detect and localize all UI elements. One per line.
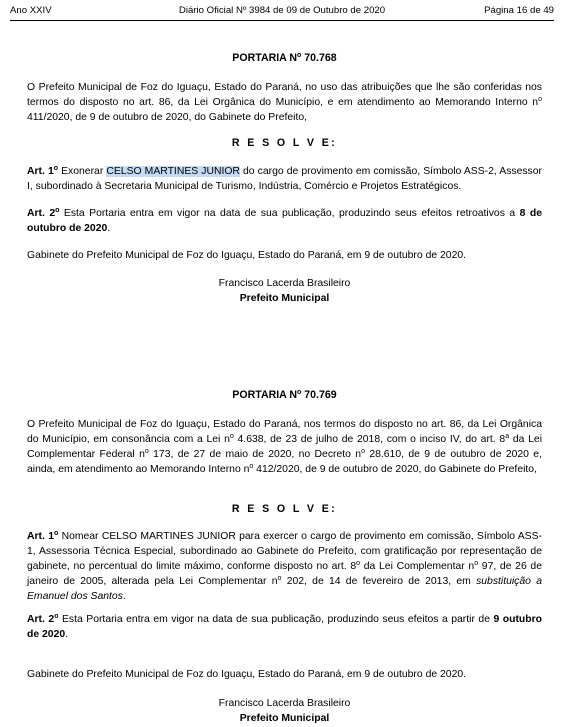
portaria-70768-art1: Art. 1$^o$ Exonerar CELSO MARTINES JUNIOR do cargo de provimento em comissão, Símbolo ASS-2, Assessor I, subordinado à Secretaria Municipal de Turismo, Indústria, Comércio e Projetos Estratégicos.: [27, 165, 542, 192]
portaria-70769-resolve: R E S O L V E:: [231, 503, 338, 515]
header-divider: [10, 20, 554, 21]
portaria-70769-title: PORTARIA $N^o$ 70.769: [232, 389, 337, 401]
portaria-70768-title: PORTARIA $N^o$ 70.768: [232, 52, 337, 64]
signer-role: Prefeito Municipal: [239, 713, 330, 724]
edition-year: Ano XXIV: [10, 5, 52, 16]
signer-role: Prefeito Municipal: [239, 293, 330, 304]
page-number: Página 16 de 49: [484, 5, 554, 16]
portaria-70768-art2: Art. 2$^o$ Esta Portaria entra em vigor na data de sua publicação, produzindo seus efeitos retroativos a 8 de outubro de 2020.: [27, 207, 542, 234]
selected-name-highlight[interactable]: CELSO MARTINES JUNIOR: [106, 166, 240, 177]
portaria-70768-preamble: O Prefeito Municipal de Foz do Iguaçu, Estado do Paraná, no uso das atribuições que lhe são conferidas nos termos do disposto no art. 86, da Lei Orgânica do Município, e em atendimento ao Memorando Interno $n^o$ 411/2020, de 9 de outubro de 2020, do Gabinete do Prefeito,: [27, 82, 542, 123]
signer-name: Francisco Lacerda Brasileiro: [218, 278, 351, 289]
portaria-70769-art2: Art. 2$^o$ Esta Portaria entra em vigor na data de sua publicação, produzindo seus efeitos a partir de 9 outubro de 2020.: [27, 613, 543, 640]
portaria-70768-signature: [27, 276, 542, 306]
portaria-70768-closing: Gabinete do Prefeito Municipal de Foz do Iguaçu, Estado do Paraná, em 9 de outubro de 2020.: [27, 250, 467, 261]
gazette-title: Diário Oficial Nº 3984 de 09 de Outubro de 2020: [178, 5, 386, 16]
page-header: [10, 5, 554, 19]
portaria-70769-signature: [27, 696, 542, 726]
portaria-70769-preamble: O Prefeito Municipal de Foz do Iguaçu, Estado do Paraná, nos termos do disposto no art. 86, da Lei Orgânica do Município, em consonância com a Lei $n^o$ 4.638, de 23 de julho de 2018, com o inciso IV, do art. 8$^a$ da Lei Complementar Federal $n^o$ 173, de 27 de maio de 2020, no Decreto $n^o$ 28.610, de 9 de outubro de 2020 e, ainda, em atendimento ao Memorando Interno $n^o$ 412/2020, de 9 de outubro de 2020, do Gabinete do Prefeito,: [27, 419, 542, 475]
portaria-70769-closing: Gabinete do Prefeito Municipal de Foz do Iguaçu, Estado do Paraná, em 9 de outubro de 2020.: [27, 669, 467, 680]
portaria-70769-art1: Art. 1$^o$ Nomear CELSO MARTINES JUNIOR para exercer o cargo de provimento em comissão, Símbolo ASS-1, Assessoria Técnica Especial, subordinado ao Gabinete do Prefeito, com gratificação por representação de gabinete, no percentual do limite máximo, conforme disposto no art. 8$^o$ da Lei Complementar $n^o$ 97, de 26 de janeiro de 2005, alterada pela Lei Complementar $n^o$ 202, de 14 de fevereiro de 2013, em substituição a Emanuel dos Santos.: [27, 530, 543, 602]
portaria-70768-resolve: R E S O L V E:: [231, 137, 338, 149]
signer-name: Francisco Lacerda Brasileiro: [218, 698, 351, 709]
